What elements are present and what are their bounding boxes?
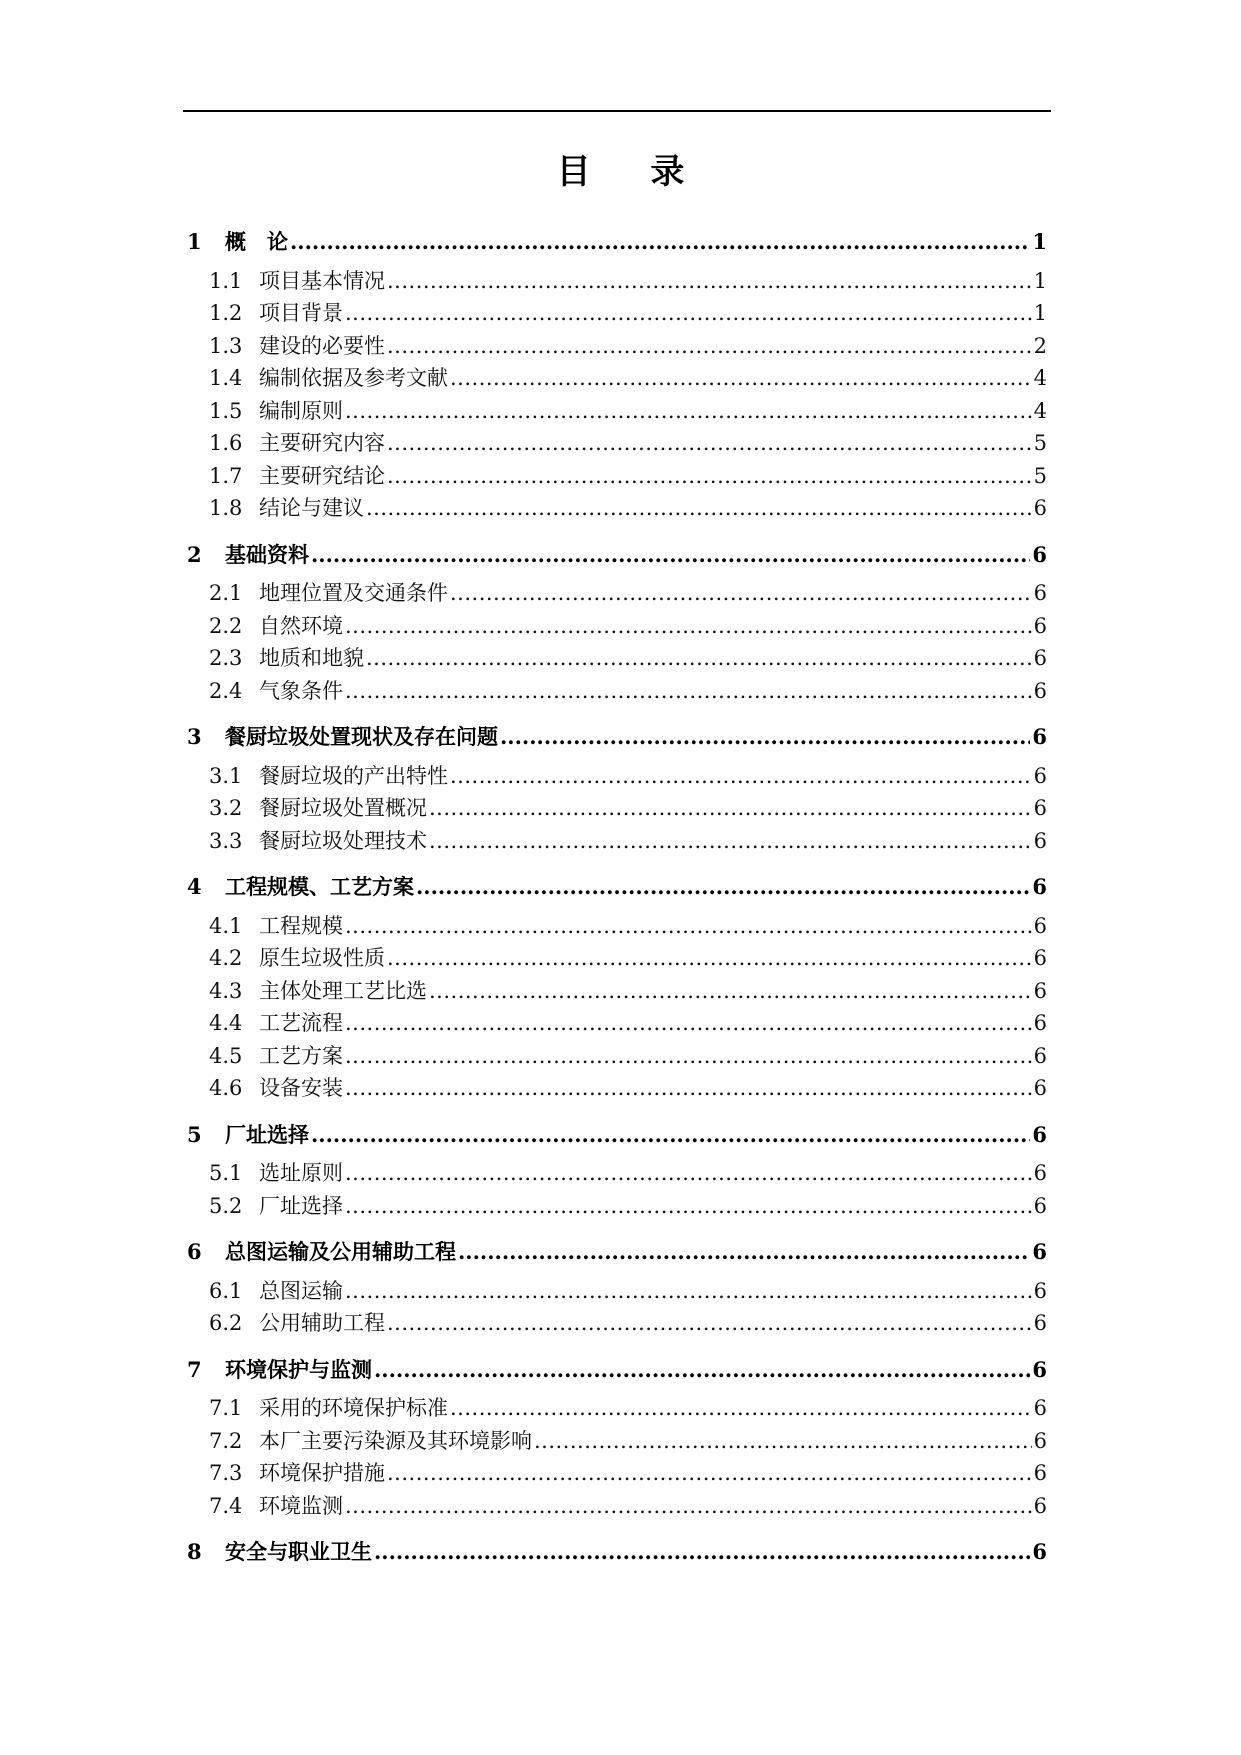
toc-entry-title: 主要研究结论 <box>259 463 385 488</box>
toc-entry-number: 2.3 <box>209 646 243 670</box>
toc-page-number: 6 <box>1033 796 1047 820</box>
toc-entry-title: 选址原则 <box>259 1161 343 1185</box>
toc-dot-leader <box>534 1425 1032 1458</box>
toc-entry-title: 本厂主要污染源及其环境影响 <box>259 1428 532 1453</box>
toc-chapter <box>187 539 1047 708</box>
toc-entry-number: 1.7 <box>209 463 243 488</box>
toc-entry-title: 餐厨垃圾处置概况 <box>259 796 427 820</box>
toc-entry-number: 2.2 <box>209 613 243 638</box>
toc-page-number: 6 <box>1033 763 1047 788</box>
toc-entry-number: 6.1 <box>209 1278 243 1303</box>
toc-dot-leader <box>345 1275 1032 1308</box>
toc-entry-title: 地质和地貌 <box>259 646 364 670</box>
page-title: 目 录 <box>556 152 709 192</box>
toc-section-entry[interactable] <box>187 492 1047 525</box>
toc-section-entry[interactable] <box>187 1275 1047 1308</box>
toc-entry-title: 项目背景 <box>259 301 343 325</box>
toc-entry-number: 7.4 <box>209 1493 243 1518</box>
toc-page-number: 6 <box>1033 1493 1047 1518</box>
toc-section-entry[interactable] <box>187 1190 1047 1223</box>
toc-chapter <box>187 1536 1047 1569</box>
toc-dot-leader <box>290 226 1030 259</box>
toc-entry-title: 主体处理工艺比选 <box>259 978 427 1003</box>
table-of-contents <box>187 226 1047 1575</box>
toc-entry-title: 编制原则 <box>259 398 343 423</box>
toc-entry-number: 1.1 <box>209 268 243 293</box>
toc-section-entry[interactable] <box>187 610 1047 643</box>
toc-section-entry[interactable] <box>187 265 1047 298</box>
toc-page-number: 6 <box>1033 678 1047 703</box>
toc-page-number: 6 <box>1033 1278 1047 1303</box>
toc-page-number: 1 <box>1033 301 1047 325</box>
toc-page-number: 6 <box>1032 724 1047 749</box>
toc-page-number: 6 <box>1033 646 1047 670</box>
toc-page-number: 6 <box>1033 1161 1047 1185</box>
toc-entry-number: 3 <box>187 724 202 749</box>
toc-chapter <box>187 1354 1047 1523</box>
toc-page-number: 6 <box>1033 581 1047 605</box>
toc-page-number: 6 <box>1033 913 1047 938</box>
toc-dot-leader <box>311 1119 1030 1152</box>
toc-entry-title: 餐厨垃圾的产出特性 <box>259 763 448 788</box>
toc-entry-number: 2 <box>187 541 202 567</box>
toc-dot-leader <box>387 427 1032 460</box>
toc-section-entry[interactable] <box>187 427 1047 460</box>
toc-dot-leader <box>345 1007 1032 1040</box>
toc-entry-number: 4.2 <box>209 946 243 970</box>
toc-page-number: 6 <box>1033 1076 1047 1100</box>
toc-page-number: 4 <box>1033 366 1047 390</box>
toc-entry-number: 7.1 <box>209 1396 243 1420</box>
toc-page-number: 6 <box>1032 1539 1047 1564</box>
toc-section-entry[interactable] <box>187 1457 1047 1490</box>
toc-section-entry[interactable] <box>187 942 1047 975</box>
toc-chapter-entry[interactable] <box>187 721 1047 754</box>
toc-entry-number: 1 <box>187 229 202 254</box>
toc-dot-leader <box>450 760 1032 793</box>
toc-chapter-entry[interactable] <box>187 871 1047 904</box>
toc-dot-leader <box>387 330 1032 363</box>
toc-entry-title: 编制依据及参考文献 <box>259 366 448 390</box>
toc-section-entry[interactable] <box>187 1007 1047 1040</box>
toc-page-number: 6 <box>1032 874 1047 899</box>
toc-entry-number: 2.1 <box>209 581 243 605</box>
toc-entry-number: 5.2 <box>209 1193 243 1218</box>
toc-entry-number: 4.4 <box>209 1011 243 1035</box>
toc-page-number: 4 <box>1033 398 1047 423</box>
toc-entry-number: 5.1 <box>209 1161 243 1185</box>
toc-section-entry[interactable] <box>187 1307 1047 1340</box>
toc-dot-leader <box>429 975 1032 1008</box>
toc-dot-leader <box>500 721 1030 754</box>
toc-entry-number: 4.3 <box>209 978 243 1003</box>
toc-chapter-entry[interactable] <box>187 1536 1047 1569</box>
toc-entry-title: 总图运输 <box>259 1278 343 1303</box>
toc-entry-title: 概 论 <box>225 229 288 254</box>
toc-section-entry[interactable] <box>187 792 1047 825</box>
toc-dot-leader <box>387 265 1032 298</box>
toc-dot-leader <box>387 460 1032 493</box>
toc-section-entry[interactable] <box>187 910 1047 943</box>
toc-dot-leader <box>450 1392 1032 1425</box>
toc-entry-title: 环境监测 <box>259 1493 343 1518</box>
toc-page-number: 6 <box>1033 946 1047 970</box>
toc-chapter <box>187 226 1047 525</box>
toc-page-number: 6 <box>1033 1043 1047 1068</box>
toc-section-entry[interactable] <box>187 975 1047 1008</box>
toc-section-entry[interactable] <box>187 577 1047 610</box>
toc-page-number: 6 <box>1032 1121 1047 1147</box>
toc-chapter <box>187 871 1047 1105</box>
toc-entry-number: 7.2 <box>209 1428 243 1453</box>
toc-entry-number: 4.1 <box>209 913 243 938</box>
toc-dot-leader <box>345 910 1032 943</box>
toc-section-entry[interactable] <box>187 1392 1047 1425</box>
toc-entry-title: 基础资料 <box>225 541 309 567</box>
toc-section-entry[interactable] <box>187 642 1047 675</box>
toc-entry-number: 1.2 <box>209 301 243 325</box>
toc-section-entry[interactable] <box>187 760 1047 793</box>
toc-dot-leader <box>387 942 1032 975</box>
toc-entry-title: 餐厨垃圾处置现状及存在问题 <box>225 724 498 749</box>
toc-entry-number: 8 <box>187 1539 202 1564</box>
toc-section-entry[interactable] <box>187 825 1047 858</box>
toc-entry-number: 1.5 <box>209 398 243 423</box>
toc-entry-title: 环境保护与监测 <box>225 1356 372 1382</box>
toc-dot-leader <box>345 297 1032 330</box>
toc-chapter-entry[interactable] <box>187 226 1047 259</box>
toc-entry-title: 厂址选择 <box>259 1193 343 1218</box>
toc-page-number: 1 <box>1033 268 1047 293</box>
toc-section-entry[interactable] <box>187 395 1047 428</box>
toc-dot-leader <box>345 610 1032 643</box>
toc-page-number: 6 <box>1033 1311 1047 1335</box>
toc-entry-number: 1.3 <box>209 333 243 358</box>
toc-chapter <box>187 1236 1047 1340</box>
toc-dot-leader <box>458 1236 1030 1269</box>
toc-entry-title: 项目基本情况 <box>259 268 385 293</box>
toc-page-number: 6 <box>1033 1428 1047 1453</box>
toc-dot-leader <box>374 1354 1030 1387</box>
toc-dot-leader <box>345 1072 1032 1105</box>
toc-page-number: 6 <box>1033 613 1047 638</box>
toc-dot-leader <box>450 362 1032 395</box>
toc-entry-title: 主要研究内容 <box>259 431 385 455</box>
toc-dot-leader <box>311 539 1030 572</box>
toc-entry-title: 自然环境 <box>259 613 343 638</box>
toc-entry-number: 5 <box>187 1121 202 1147</box>
toc-section-entry[interactable] <box>187 1040 1047 1073</box>
toc-entry-number: 3.3 <box>209 828 243 853</box>
toc-section-entry[interactable] <box>187 675 1047 708</box>
toc-dot-leader <box>345 1157 1032 1190</box>
toc-entry-title: 工程规模 <box>259 913 343 938</box>
toc-entry-title: 建设的必要性 <box>259 333 385 358</box>
toc-section-entry[interactable] <box>187 460 1047 493</box>
toc-chapter <box>187 1119 1047 1223</box>
toc-chapter-entry[interactable] <box>187 1236 1047 1269</box>
toc-entry-title: 工艺流程 <box>259 1011 343 1035</box>
toc-dot-leader <box>387 1457 1032 1490</box>
toc-entry-title: 环境保护措施 <box>259 1461 385 1485</box>
toc-entry-title: 采用的环境保护标准 <box>259 1396 448 1420</box>
toc-entry-title: 厂址选择 <box>225 1121 309 1147</box>
toc-entry-title: 工程规模、工艺方案 <box>225 874 414 899</box>
toc-chapter <box>187 721 1047 857</box>
toc-chapter-entry[interactable] <box>187 1354 1047 1387</box>
toc-page-number: 6 <box>1033 828 1047 853</box>
toc-page-number: 6 <box>1033 1396 1047 1420</box>
toc-dot-leader <box>374 1536 1030 1569</box>
toc-entry-number: 6.2 <box>209 1311 243 1335</box>
toc-dot-leader <box>345 1190 1032 1223</box>
toc-entry-title: 结论与建议 <box>259 496 364 520</box>
toc-page-number: 6 <box>1032 541 1047 567</box>
toc-dot-leader <box>366 492 1032 525</box>
toc-entry-title: 餐厨垃圾处理技术 <box>259 828 427 853</box>
toc-page-number: 5 <box>1033 431 1047 455</box>
toc-section-entry[interactable] <box>187 1157 1047 1190</box>
toc-entry-number: 6 <box>187 1239 202 1264</box>
toc-dot-leader <box>387 1307 1032 1340</box>
toc-dot-leader <box>416 871 1030 904</box>
toc-entry-number: 4.5 <box>209 1043 243 1068</box>
toc-entry-title: 地理位置及交通条件 <box>259 581 448 605</box>
header-rule <box>183 110 1051 112</box>
toc-entry-number: 3.2 <box>209 796 243 820</box>
toc-entry-number: 1.6 <box>209 431 243 455</box>
toc-page-number: 6 <box>1033 496 1047 520</box>
toc-entry-title: 气象条件 <box>259 678 343 703</box>
toc-dot-leader <box>345 1040 1032 1073</box>
toc-section-entry[interactable] <box>187 362 1047 395</box>
toc-section-entry[interactable] <box>187 297 1047 330</box>
toc-section-entry[interactable] <box>187 1490 1047 1523</box>
toc-entry-number: 7.3 <box>209 1461 243 1485</box>
toc-page-number: 6 <box>1033 1011 1047 1035</box>
toc-entry-number: 1.4 <box>209 366 243 390</box>
toc-entry-title: 原生垃圾性质 <box>259 946 385 970</box>
toc-dot-leader <box>429 825 1032 858</box>
toc-dot-leader <box>345 675 1032 708</box>
toc-entry-number: 2.4 <box>209 678 243 703</box>
toc-dot-leader <box>345 1490 1032 1523</box>
toc-chapter-entry[interactable] <box>187 1119 1047 1152</box>
toc-section-entry[interactable] <box>187 1072 1047 1105</box>
toc-page-number: 6 <box>1033 1193 1047 1218</box>
toc-section-entry[interactable] <box>187 330 1047 363</box>
toc-dot-leader <box>450 577 1032 610</box>
toc-page-number: 6 <box>1032 1356 1047 1382</box>
toc-dot-leader <box>366 642 1032 675</box>
toc-page-number: 1 <box>1032 229 1047 254</box>
toc-entry-number: 4.6 <box>209 1076 243 1100</box>
toc-chapter-entry[interactable] <box>187 539 1047 572</box>
toc-dot-leader <box>345 395 1032 428</box>
toc-entry-title: 设备安装 <box>259 1076 343 1100</box>
toc-page-number: 6 <box>1032 1239 1047 1264</box>
toc-page-number: 6 <box>1033 978 1047 1003</box>
toc-entry-number: 7 <box>187 1356 202 1382</box>
toc-entry-number: 3.1 <box>209 763 243 788</box>
toc-entry-number: 4 <box>187 874 202 899</box>
toc-section-entry[interactable] <box>187 1425 1047 1458</box>
toc-page-number: 6 <box>1033 1461 1047 1485</box>
toc-entry-title: 工艺方案 <box>259 1043 343 1068</box>
toc-entry-title: 安全与职业卫生 <box>225 1539 372 1564</box>
toc-page-number: 5 <box>1033 463 1047 488</box>
toc-dot-leader <box>429 792 1032 825</box>
toc-entry-number: 1.8 <box>209 496 243 520</box>
toc-entry-title: 总图运输及公用辅助工程 <box>225 1239 456 1264</box>
toc-page-number: 2 <box>1033 333 1047 358</box>
toc-entry-title: 公用辅助工程 <box>259 1311 385 1335</box>
